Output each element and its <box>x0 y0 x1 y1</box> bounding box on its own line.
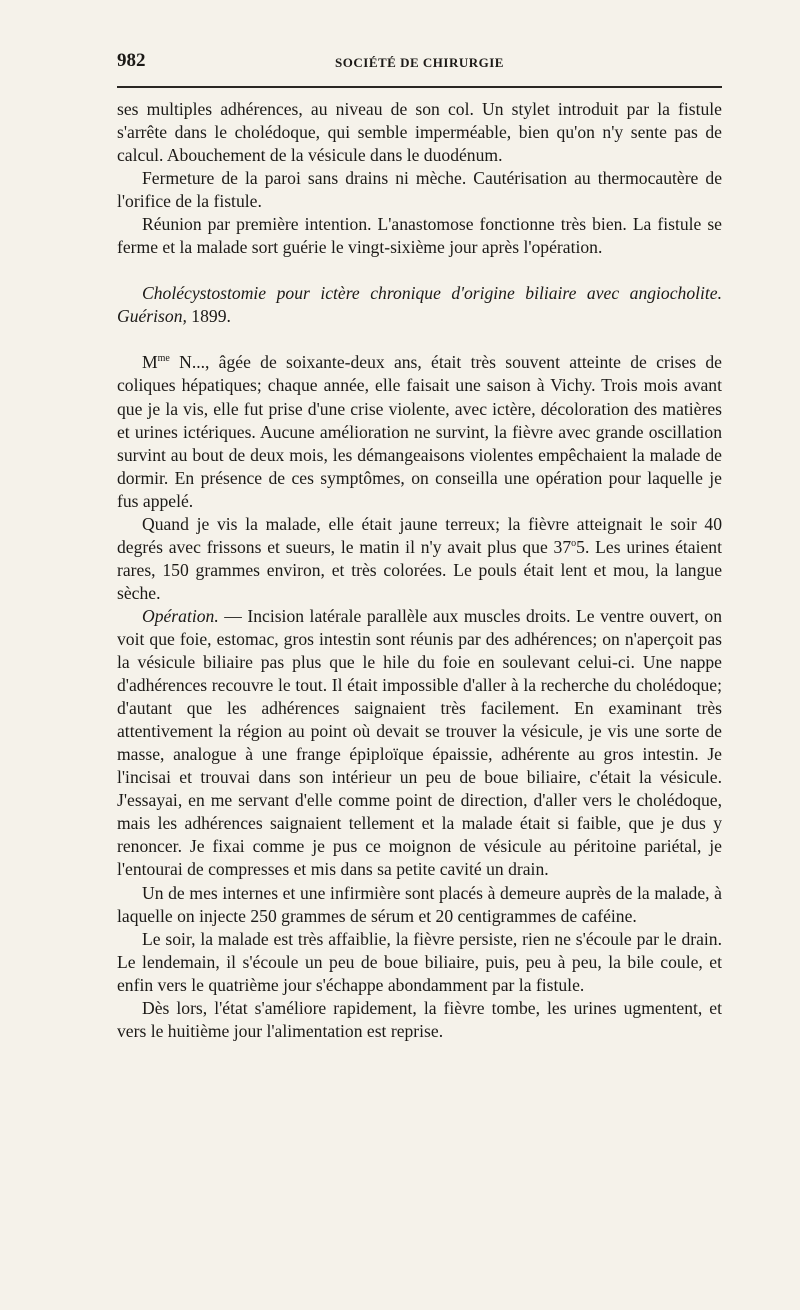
case-title-text: Cholécystostomie pour ictère chronique d'origine biliaire avec angiocholite. Guérison, <box>117 283 722 327</box>
honorific-sup: me <box>157 353 170 365</box>
spacer <box>117 259 722 282</box>
temperature-paragraph <box>117 513 722 605</box>
page-number: 982 <box>117 50 146 71</box>
case-title-year: 1899. <box>191 306 231 327</box>
spacer <box>117 328 722 351</box>
case-intro <box>117 351 722 512</box>
temperature-after: 5. Les urines étaient rares, 150 grammes environ, et très colorées. Le pouls était lent et mou, la langue sèche. <box>117 536 722 603</box>
header-rule <box>117 86 722 88</box>
honorific: M <box>142 352 158 373</box>
running-head: SOCIÉTÉ DE CHIRURGIE <box>335 55 504 70</box>
operation-paragraph <box>117 605 722 882</box>
paragraph: Fermeture de la paroi sans drains ni mèche. Cautérisation au thermocautère de l'orifice de la fistule. <box>117 168 722 212</box>
page-header <box>117 50 722 80</box>
operation-label: Opération. <box>142 605 219 626</box>
paragraph: Réunion par première intention. L'anastomose fonctionne très bien. La fistule se ferme et la malade sort guérie le vingt-sixième jour après l'opération. <box>117 214 722 258</box>
case-title <box>117 282 722 328</box>
operation-text: — Incision latérale parallèle aux muscles droits. Le ventre ouvert, on voit que foie, estomac, gros intestin sont réunis par des adhérences; on n'aperçoit pas la vésicule biliaire pas plus que le hile du foie en soulevant celui-ci. Une nappe d'adhérences recouvre le tout. Il était impossible d'aller à la recherche du cholédoque; d'autant que les adhérences saignaient très facilement. En examinant très attentivement la région au point où devait se trouver la vésicule, je vis une sorte de masse, analogue à une frange épiploïque épaissie, adhérente au gros intestin. Je l'incisai et trouvai dans son intérieur un peu de boue biliaire, c'était la vésicule. J'essayai, en me servant d'elle comme point de direction, d'aller vers le cholédoque, mais les adhérences saignaient tellement et la malade était si faible, que je dus y renoncer. Je fixai comme je pus ce moignon de vésicule au péritoine pariétal, je l'entourai de compresses et mis dans sa petite cavité un drain. <box>117 605 722 880</box>
case-intro-text: N..., âgée de soixante-deux ans, était très souvent atteinte de crises de coliques hépatiques; chaque année, elle faisait une saison à Vichy. Trois mois avant que je la vis, elle fut prise d'une crise violente, avec ictère, décoloration des matières et urines ictériques. Aucune amélioration ne survint, la fièvre avec grande oscillation survint au bout de deux mois, les démangeaisons violentes empêchaient la malade de dormir. En présence de ces symptômes, on conseilla une opération pour laquelle je fus appelé. <box>117 352 722 511</box>
temperature-before: Quand je vis la malade, elle était jaune terreux; la fièvre atteignait le soir 40 degrés avec frissons et sueurs, le matin il n'y avait plus que 37 <box>117 513 722 557</box>
paragraph: Dès lors, l'état s'améliore rapidement, la fièvre tombe, les urines ugmentent, et vers le huitième jour l'alimentation est reprise. <box>117 997 722 1041</box>
paragraph: ses multiples adhérences, au niveau de son col. Un stylet introduit par la fistule s'arrête dans le cholédoque, qui semble imperméable, bien qu'on n'y sente pas de calcul. Abouchement de la vésicule dans le duodénum. <box>117 99 722 166</box>
paragraph: Le soir, la malade est très affaiblie, la fièvre persiste, rien ne s'écoule par le drain. Le lendemain, il s'écoule un peu de boue biliaire, puis, peu à peu, la bile coule, et enfin vers le quatrième jour s'échappe abondamment par la fistule. <box>117 928 722 995</box>
body-text <box>117 98 722 1043</box>
degree-sup: o <box>571 537 577 549</box>
paragraph: Un de mes internes et une infirmière sont placés à demeure auprès de la malade, à laquelle on injecte 250 grammes de sérum et 20 centigrammes de caféine. <box>117 882 722 926</box>
